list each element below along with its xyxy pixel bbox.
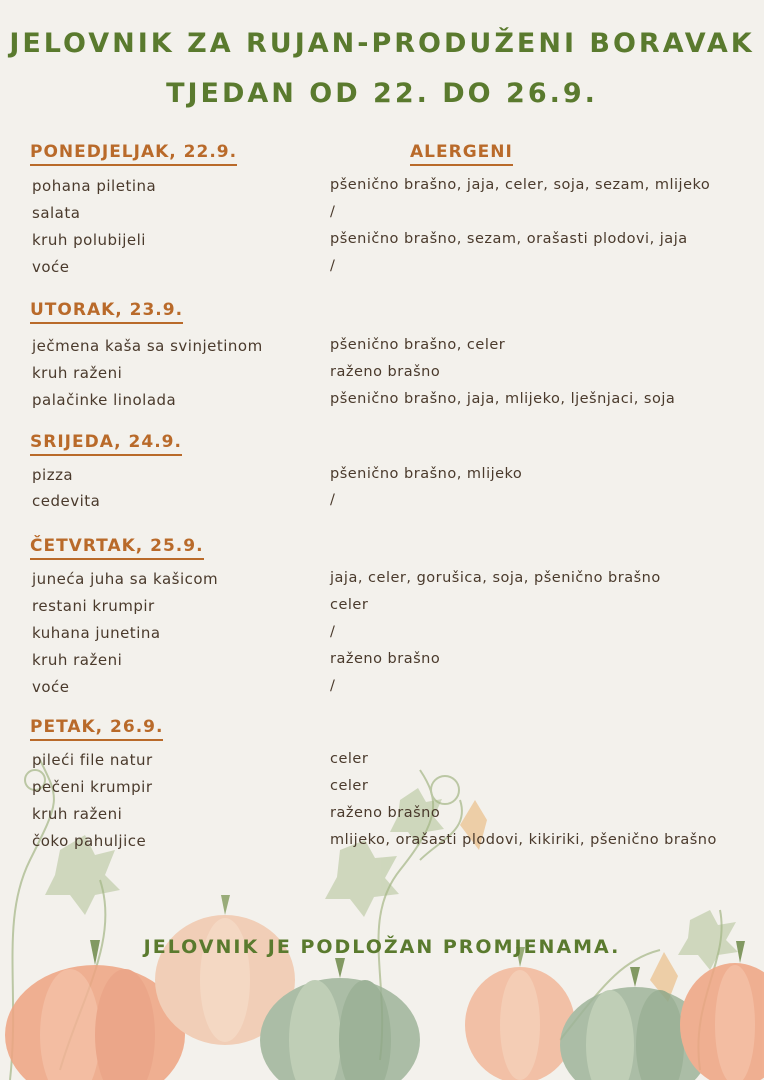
day-heading-friday: PETAK, 26.9. <box>30 717 163 740</box>
dish-allergens: celer <box>330 751 369 767</box>
dish-allergens: pšenično brašno, jaja, mlijeko, lješnjaci, soja <box>330 391 676 407</box>
day-heading-thursday: ČETVRTAK, 25.9. <box>30 536 204 559</box>
dish-name: voće <box>32 258 70 276</box>
week-subtitle: TJEDAN OD 22. DO 26.9. <box>166 78 598 109</box>
dish-allergens: / <box>330 678 336 694</box>
allergens-heading: ALERGENI <box>410 142 513 165</box>
dish-name: čoko pahuljice <box>32 832 147 850</box>
dish-name: kruh raženi <box>32 805 123 823</box>
dish-allergens: mlijeko, orašasti plodovi, kikiriki, pšenično brašno <box>330 832 717 848</box>
menu-row <box>32 466 752 493</box>
dish-name: palačinke linolada <box>32 391 177 409</box>
dish-name: juneća juha sa kašicom <box>32 570 219 588</box>
dish-name: salata <box>32 204 81 222</box>
menu-row <box>32 597 752 624</box>
menu-row <box>32 231 752 258</box>
dish-allergens: jaja, celer, gorušica, soja, pšenično brašno <box>330 570 661 586</box>
dish-name: restani krumpir <box>32 597 155 615</box>
menu-row <box>32 337 752 364</box>
day-heading-monday: PONEDJELJAK, 22.9. <box>30 142 237 165</box>
dish-allergens: pšenično brašno, sezam, orašasti plodovi, jaja <box>330 231 688 247</box>
dish-allergens: raženo brašno <box>330 651 441 667</box>
menu-row <box>32 805 752 832</box>
dish-allergens: pšenično brašno, celer <box>330 337 506 353</box>
menu-row <box>32 492 752 519</box>
page-title: JELOVNIK ZA RUJAN-PRODUŽENI BORAVAK <box>9 28 755 59</box>
menu-row <box>32 391 752 418</box>
dish-allergens: pšenično brašno, jaja, celer, soja, sezam, mlijeko <box>330 177 711 193</box>
menu-row <box>32 751 752 778</box>
dish-name: pohana piletina <box>32 177 157 195</box>
menu-disclaimer: JELOVNIK JE PODLOŽAN PROMJENAMA. <box>143 936 621 958</box>
dish-name: pečeni krumpir <box>32 778 153 796</box>
dish-allergens: / <box>330 204 336 220</box>
dish-allergens: raženo brašno <box>330 364 441 380</box>
dish-name: pileći file natur <box>32 751 153 769</box>
menu-row <box>32 832 752 859</box>
menu-row <box>32 258 752 285</box>
menu-row <box>32 364 752 391</box>
dish-allergens: / <box>330 492 336 508</box>
dish-allergens: / <box>330 258 336 274</box>
menu-row <box>32 204 752 231</box>
dish-name: voće <box>32 678 70 696</box>
dish-name: kruh polubijeli <box>32 231 146 249</box>
dish-name: ječmena kaša sa svinjetinom <box>32 337 263 355</box>
menu-row <box>32 177 752 204</box>
menu-row <box>32 678 752 705</box>
dish-name: kruh raženi <box>32 364 123 382</box>
dish-name: cedevita <box>32 492 101 510</box>
dish-name: kuhana junetina <box>32 624 161 642</box>
menu-row <box>32 778 752 805</box>
dish-allergens: raženo brašno <box>330 805 441 821</box>
day-heading-wednesday: SRIJEDA, 24.9. <box>30 432 182 455</box>
dish-name: kruh raženi <box>32 651 123 669</box>
day-heading-tuesday: UTORAK, 23.9. <box>30 300 183 323</box>
menu-row <box>32 651 752 678</box>
dish-allergens: / <box>330 624 336 640</box>
menu-row <box>32 570 752 597</box>
menu-row <box>32 624 752 651</box>
dish-name: pizza <box>32 466 74 484</box>
dish-allergens: celer <box>330 778 369 794</box>
dish-allergens: celer <box>330 597 369 613</box>
dish-allergens: pšenično brašno, mlijeko <box>330 466 523 482</box>
